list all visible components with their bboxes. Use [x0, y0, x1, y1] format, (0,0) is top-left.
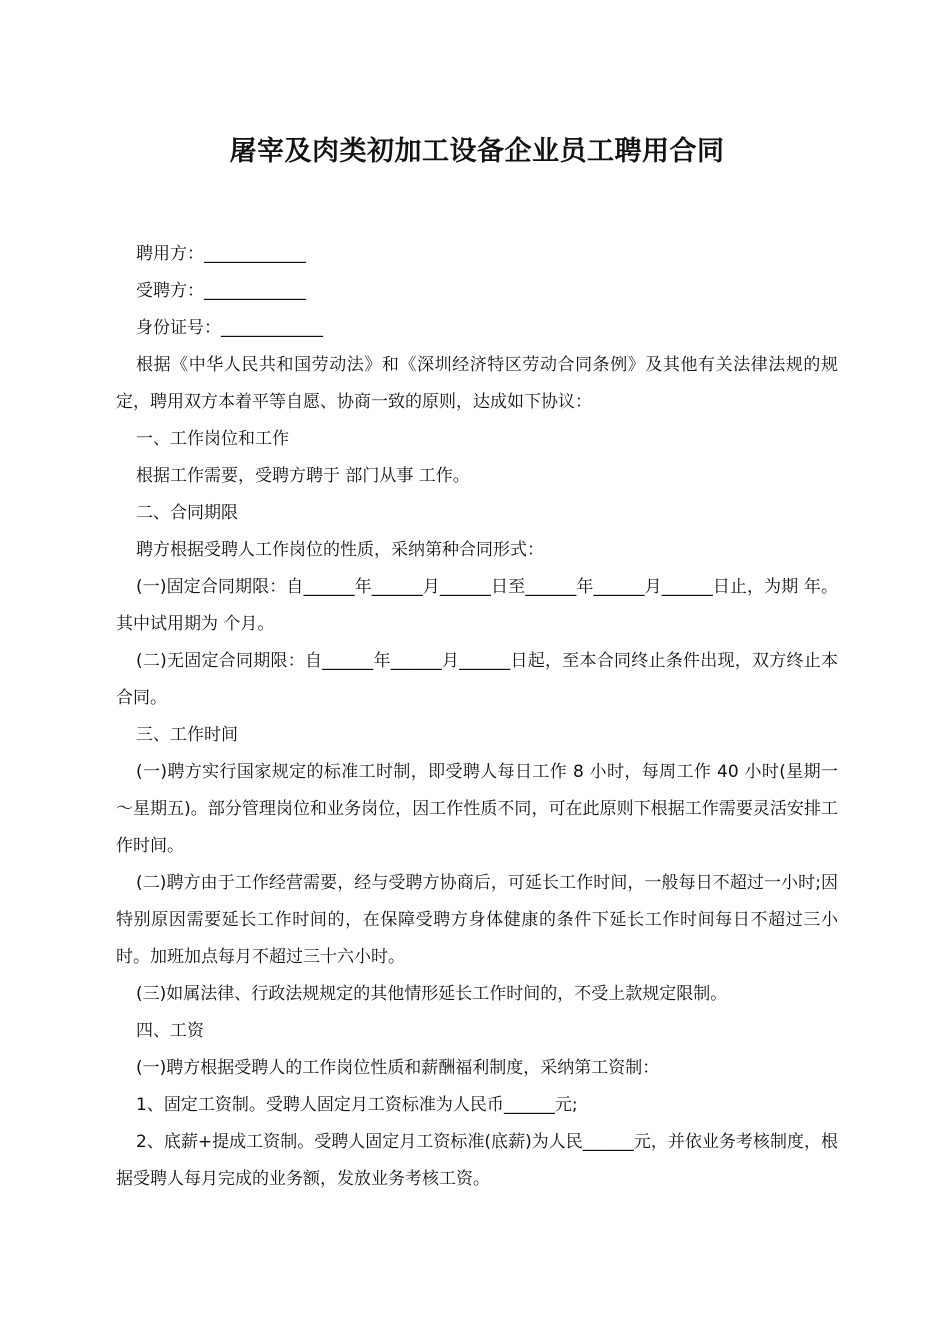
- id-number-field: 身份证号：____________: [136, 318, 323, 338]
- section-1-paragraph: 根据工作需要，受聘方聘于 部门从事 工作。: [136, 466, 470, 486]
- section-heading-4: 四、工资: [136, 1021, 204, 1041]
- section-3-item-3: (三)如属法律、行政法规规定的其他情形延长工作时间的，不受上款规定限制。: [136, 984, 728, 1004]
- section-3-item-1: (一)聘方实行国家规定的标准工时制，即受聘人每日工作 8 小时，每周工作 40 小时(星期一～星期五)。部分管理岗位和业务岗位，因工作性质不同，可在此原则下根据工作需要灵活安排工作时间。: [116, 762, 838, 856]
- employer-field: 聘用方：____________: [136, 244, 306, 264]
- preamble-paragraph: 根据《中华人民共和国劳动法》和《深圳经济特区劳动合同条例》及其他有关法律法规的规定，聘用双方本着平等自愿、协商一致的原则，达成如下协议：: [116, 355, 838, 412]
- section-2-item-1: (一)固定合同期限：自______年______月______日至______年______月______日止，为期 年。其中试用期为 个月。: [116, 577, 838, 634]
- section-4-item-1: (一)聘方根据受聘人的工作岗位性质和薪酬福利制度，采纳第工资制：: [136, 1058, 660, 1078]
- employee-field: 受聘方：____________: [136, 281, 306, 301]
- section-3-item-2: (二)聘方由于工作经营需要，经与受聘方协商后，可延长工作时间，一般每日不超过一小时;因特别原因需要延长工作时间的，在保障受聘方身体健康的条件下延长工作时间每日不超过三小时。加班加点每月不超过三十六小时。: [116, 873, 838, 967]
- section-4-subitem-1: 1、固定工资制。受聘人固定月工资标准为人民币______元;: [136, 1095, 578, 1115]
- section-4-subitem-2: 2、底薪+提成工资制。受聘人固定月工资标准(底薪)为人民______元，并依业务考核制度，根据受聘人每月完成的业务额，发放业务考核工资。: [116, 1132, 838, 1189]
- document-body: [116, 236, 838, 1198]
- document-title: 屠宰及肉类初加工设备企业员工聘用合同: [229, 136, 725, 167]
- section-heading-3: 三、工作时间: [136, 725, 238, 745]
- section-2-item-2: (二)无固定合同期限：自______年______月______日起，至本合同终止条件出现，双方终止本合同。: [116, 651, 838, 708]
- section-heading-2: 二、合同期限: [136, 503, 238, 523]
- section-heading-1: 一、工作岗位和工作: [136, 429, 289, 449]
- section-2-intro: 聘方根据受聘人工作岗位的性质，采纳第种合同形式：: [136, 540, 544, 560]
